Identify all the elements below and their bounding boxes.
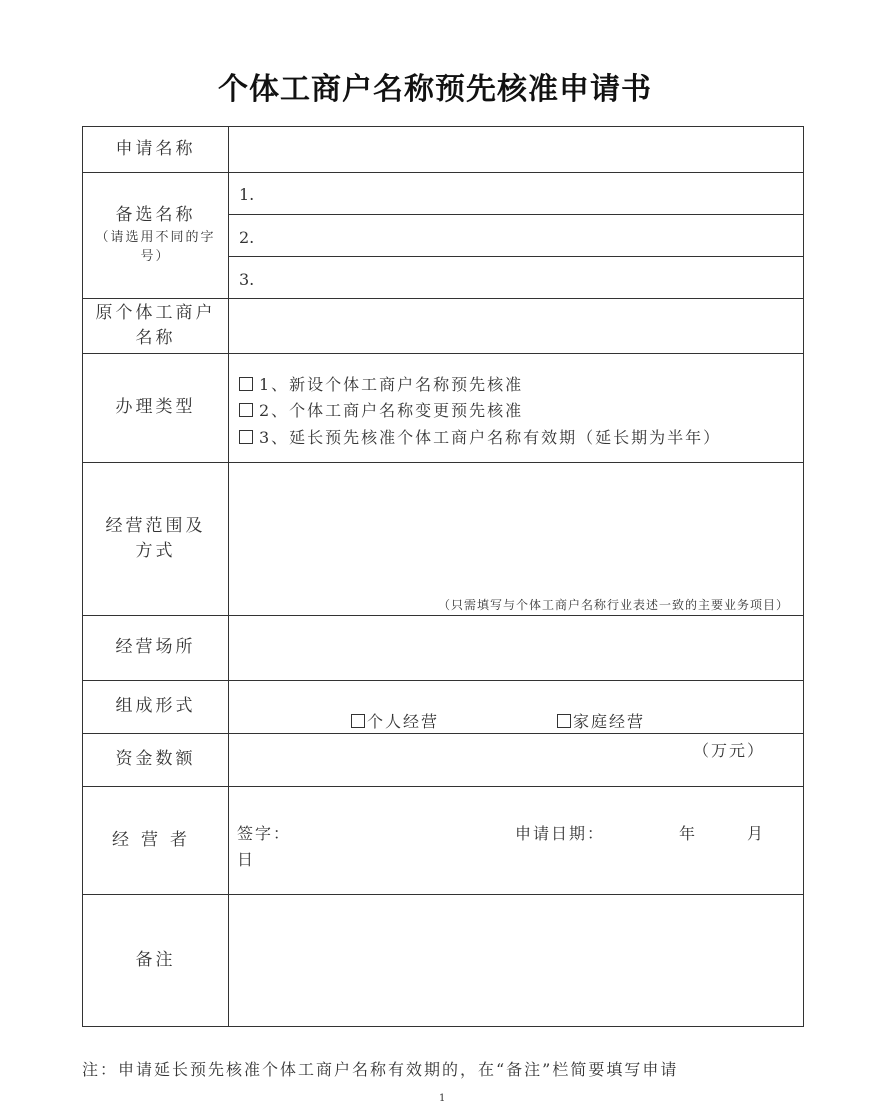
alt-name-field-3[interactable]: 3. (239, 270, 255, 289)
org-option-individual[interactable]: 个人经营 (351, 709, 439, 732)
alt-names-sub-label: （请选用不同的字号） (95, 229, 216, 265)
capital-label: 资金数额 (115, 749, 196, 770)
footnote: 注：申请延长预先核准个体工商户名称有效期的，在“备注”栏简要填写申请 (82, 1060, 679, 1079)
document-title: 个体工商户名称预先核准申请书 (218, 72, 652, 107)
business-scope-field[interactable] (229, 463, 803, 588)
application-form (82, 126, 804, 1027)
handling-type-label: 办理类型 (115, 397, 196, 418)
page-number: 1 (439, 1093, 446, 1104)
signature-label: 签字： (237, 824, 292, 843)
checkbox-icon[interactable] (239, 430, 253, 444)
checkbox-icon[interactable] (239, 403, 253, 417)
remarks-field[interactable] (229, 895, 803, 1026)
handling-option-change[interactable]: 2、个体工商户名称变更预先核准 (239, 398, 523, 421)
alt-names-label: 备选名称 (115, 205, 196, 226)
alt-name-field-2[interactable]: 2. (239, 228, 255, 247)
original-name-label: 原个体工商户名称 (95, 302, 216, 348)
date-year-label: 年 (679, 824, 696, 843)
apply-date-label: 申请日期： (515, 824, 606, 843)
checkbox-icon[interactable] (557, 714, 571, 728)
operator-label: 经营者 (112, 829, 199, 850)
checkbox-icon[interactable] (351, 714, 365, 728)
business-scope-label: 经营范围及方式 (105, 515, 206, 561)
checkbox-icon[interactable] (239, 377, 253, 391)
handling-option-extend[interactable]: 3、延长预先核准个体工商户名称有效期（延长期为半年） (239, 425, 721, 448)
date-day-label: 日 (237, 850, 254, 869)
business-scope-label-cell (83, 462, 228, 615)
row-divider (228, 214, 803, 215)
date-month-label: 月 (747, 824, 764, 843)
original-name-field[interactable] (229, 299, 803, 352)
apply-name-label: 申请名称 (115, 139, 196, 160)
premises-field[interactable] (229, 616, 803, 679)
premises-label: 经营场所 (115, 637, 196, 658)
organization-form-label: 组成形式 (115, 696, 196, 717)
apply-name-field[interactable] (229, 128, 803, 171)
alt-names-label-cell (83, 172, 228, 298)
alt-name-field-1[interactable]: 1. (239, 185, 255, 204)
capital-unit: （万元） (693, 741, 766, 760)
row-divider (228, 256, 803, 257)
handling-option-new[interactable]: 1、新设个体工商户名称预先核准 (239, 372, 523, 395)
original-name-label-cell (83, 298, 228, 353)
org-option-family[interactable]: 家庭经营 (557, 709, 645, 732)
business-scope-hint: （只需填写与个体工商户名称行业表述一致的主要业务项目） (437, 598, 789, 612)
remarks-label: 备注 (135, 949, 176, 970)
